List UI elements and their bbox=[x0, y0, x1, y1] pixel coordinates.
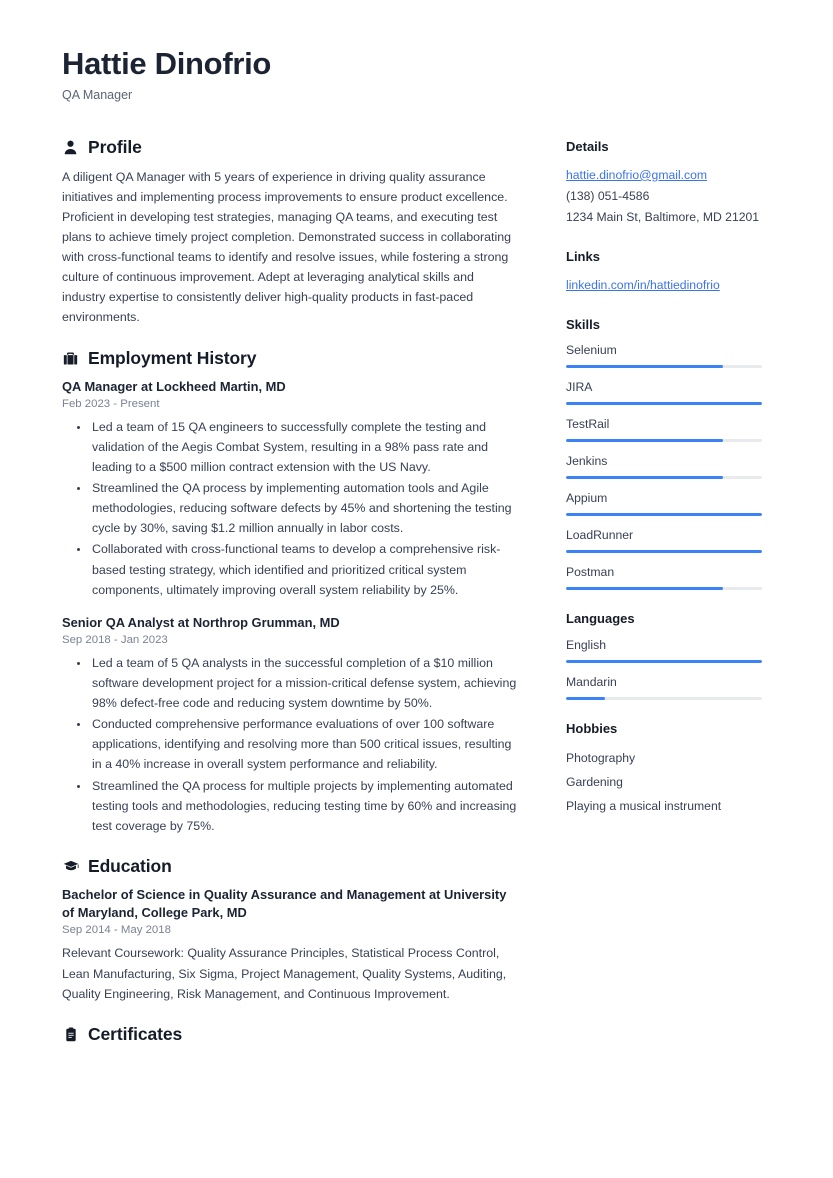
hobby-item: Photography bbox=[566, 750, 636, 765]
section-certificates bbox=[62, 1024, 519, 1045]
education-entry bbox=[62, 886, 519, 1004]
profile-text: A diligent QA Manager with 5 years of experience in driving quality assurance initiatives and implementing process improvements to ensure product excellence. Proficient in developing test strategies, managing QA teams, and executing test plans to achieve timely project completion. Demonstrated success in collaborating with cross-functional teams to identify and resolve issues, while fostering a strong culture of continuous improvement. Adept at leveraging analytical skills and industry expertise to consistently deliver high-quality products in fast-paced environments. bbox=[62, 169, 512, 325]
profile-heading bbox=[62, 137, 519, 158]
skill-meter bbox=[566, 490, 771, 516]
skill-fill bbox=[566, 439, 723, 443]
skill-label: Appium bbox=[566, 491, 608, 506]
language-track bbox=[566, 697, 762, 701]
skill-label: JIRA bbox=[566, 380, 593, 395]
skill-fill bbox=[566, 476, 723, 480]
phone-text: (138) 051-4586 bbox=[566, 188, 650, 203]
linkedin-link[interactable]: linkedin.com/in/hattiedinofrio bbox=[566, 277, 720, 292]
candidate-name: Hattie Dinofrio bbox=[62, 46, 272, 81]
skill-track bbox=[566, 513, 762, 517]
language-fill bbox=[566, 660, 762, 664]
list-item: • Collaborated with cross-functional teams to develop a comprehensive risk-based testing strategy, which identified and prioritized critical system components, ultimately improving overall system reliability by 25%. bbox=[90, 539, 519, 599]
skill-track bbox=[566, 587, 762, 591]
skill-label: TestRail bbox=[566, 417, 610, 432]
skill-meter bbox=[566, 379, 771, 405]
hobby-item: Playing a musical instrument bbox=[566, 798, 722, 813]
education-entry-title: Bachelor of Science in Quality Assurance and Management at University of Maryland, College Park, MD bbox=[62, 886, 507, 921]
sidebar-hobbies bbox=[566, 721, 771, 818]
skill-track bbox=[566, 439, 762, 443]
skill-fill bbox=[566, 587, 723, 591]
sidebar-title-hobbies: Hobbies bbox=[566, 721, 618, 737]
skill-meter bbox=[566, 416, 771, 442]
skill-meter bbox=[566, 564, 771, 590]
employment-entry-date: Feb 2023 - Present bbox=[62, 397, 160, 410]
language-label: English bbox=[566, 638, 606, 653]
skill-fill bbox=[566, 402, 762, 406]
employment-entry bbox=[62, 378, 519, 600]
skill-fill bbox=[566, 550, 762, 554]
skill-track bbox=[566, 365, 762, 369]
sidebar-languages bbox=[566, 611, 771, 700]
section-title-employment: Employment History bbox=[88, 347, 257, 368]
skill-meter bbox=[566, 342, 771, 368]
skill-meter bbox=[566, 453, 771, 479]
employment-heading bbox=[62, 348, 519, 369]
skill-label: LoadRunner bbox=[566, 528, 634, 543]
employment-entry-bullets bbox=[80, 653, 519, 836]
section-profile bbox=[62, 137, 519, 328]
sidebar-title-details: Details bbox=[566, 138, 609, 154]
clipboard-icon bbox=[62, 1026, 79, 1043]
language-track bbox=[566, 660, 762, 664]
candidate-job-title: QA Manager bbox=[62, 87, 133, 102]
list-item: • Conducted comprehensive performance evaluations of over 100 software applications, identifying and resolving more than 500 critical issues, resulting in a 40% increase in overall system performance and reliability. bbox=[90, 714, 519, 774]
list-item: • Streamlined the QA process for multiple projects by implementing automated testing tools and methodologies, reducing testing time by 60% and increasing test coverage by 75%. bbox=[90, 776, 519, 836]
skill-label: Jenkins bbox=[566, 454, 608, 469]
section-employment bbox=[62, 348, 519, 836]
hobby-item: Gardening bbox=[566, 774, 623, 789]
skill-fill bbox=[566, 365, 723, 369]
education-heading bbox=[62, 856, 519, 877]
skill-track bbox=[566, 402, 762, 406]
employment-entry-title: QA Manager at Lockheed Martin, MD bbox=[62, 378, 286, 394]
sidebar-title-skills: Skills bbox=[566, 316, 600, 332]
skill-track bbox=[566, 550, 762, 554]
sidebar-title-links: Links bbox=[566, 248, 600, 264]
list-item: • Led a team of 5 QA analysts in the successful completion of a $10 million software development project for a mission-critical defense system, achieving 98% defect-free code and reducing system downtime by 50%. bbox=[90, 653, 519, 713]
address-text: 1234 Main St, Baltimore, MD 21201 bbox=[566, 209, 760, 224]
language-meter bbox=[566, 674, 771, 700]
sidebar-title-languages: Languages bbox=[566, 611, 635, 627]
language-fill bbox=[566, 697, 605, 701]
sidebar-column bbox=[529, 137, 771, 839]
skill-fill bbox=[566, 513, 762, 517]
section-title-profile: Profile bbox=[88, 136, 142, 157]
employment-entry-date: Sep 2018 - Jan 2023 bbox=[62, 634, 168, 647]
language-label: Mandarin bbox=[566, 675, 617, 690]
employment-entry bbox=[62, 614, 519, 836]
skill-track bbox=[566, 476, 762, 480]
sidebar-links bbox=[566, 249, 771, 296]
list-item: • Streamlined the QA process by implementing automation tools and Agile methodologies, reducing software defects by 45% and shortening the testing cycle by 30%, saving $1.2 million annually in labor costs. bbox=[90, 478, 519, 538]
sidebar-details bbox=[566, 139, 771, 228]
certificates-heading bbox=[62, 1024, 519, 1045]
section-education bbox=[62, 856, 519, 1004]
education-entry-date: Sep 2014 - May 2018 bbox=[62, 924, 171, 937]
briefcase-icon bbox=[62, 350, 79, 367]
graduation-cap-icon bbox=[62, 858, 79, 875]
main-column bbox=[62, 137, 529, 1065]
email-link[interactable]: hattie.dinofrio@gmail.com bbox=[566, 167, 708, 182]
language-meter bbox=[566, 637, 771, 663]
resume-columns bbox=[62, 137, 771, 1065]
list-item: • Led a team of 15 QA engineers to successfully complete the testing and validation of the Aegis Combat System, resulting in a 98% pass rate and leading to a $500 million contract extension with the US Navy. bbox=[90, 417, 519, 477]
sidebar-skills bbox=[566, 317, 771, 591]
employment-entry-bullets bbox=[80, 417, 519, 600]
section-title-education: Education bbox=[88, 855, 172, 876]
resume-header bbox=[62, 46, 771, 103]
user-icon bbox=[62, 139, 79, 156]
skill-label: Postman bbox=[566, 565, 615, 580]
education-entry-description: Relevant Coursework: Quality Assurance Principles, Statistical Process Control, Lean Manufacturing, Six Sigma, Project Management, Quality Systems, Auditing, Quality Engineering, Risk Management, and Continuous Improvement. bbox=[62, 946, 507, 1001]
skill-meter bbox=[566, 527, 771, 553]
employment-entry-title: Senior QA Analyst at Northrop Grumman, MD bbox=[62, 614, 340, 630]
section-title-certificates: Certificates bbox=[88, 1023, 183, 1044]
skill-label: Selenium bbox=[566, 343, 617, 358]
